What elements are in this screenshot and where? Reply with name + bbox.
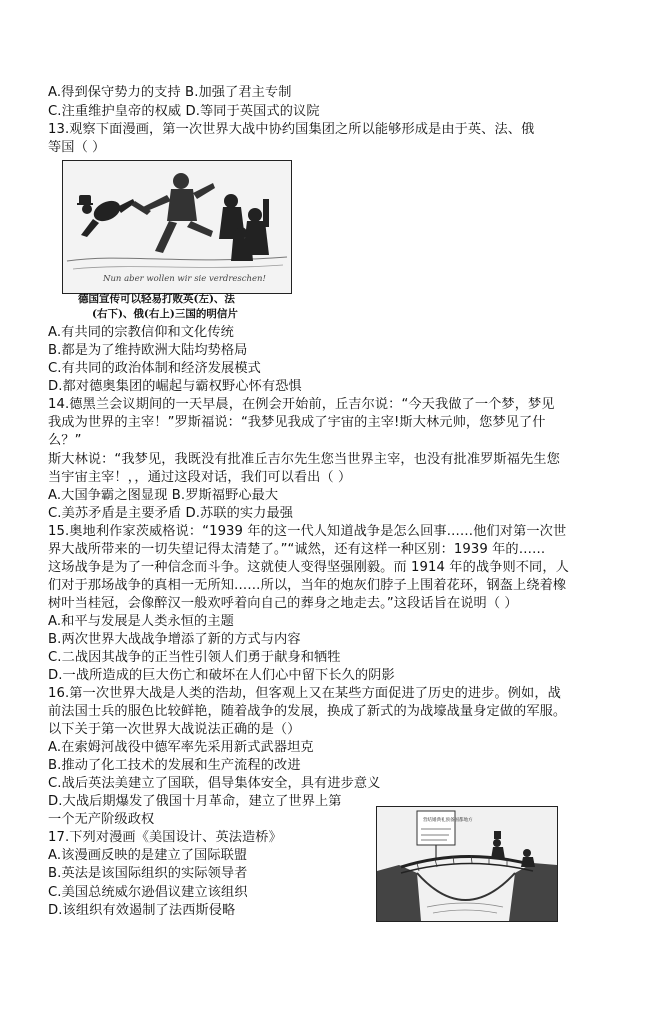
q15-option-a: A.和平与发展是人类永恒的主题 [48, 614, 234, 629]
q17-option-b: B.英法是该国际组织的实际领导者 [48, 866, 248, 881]
q13-option-d: D.都对德奥集团的崛起与霸权野心怀有恐惧 [48, 379, 302, 394]
q14-stem: 14.德黑兰会议期间的一天早晨，在例会开始前，丘吉尔说：“今天我做了一个梦，梦见 [48, 397, 555, 412]
q16-stem: 16.第一次世界大战是人类的浩劫，但客观上又在某些方面促进了历史的进步。例如，战 [48, 686, 561, 701]
q12-options-ab: A.得到保守势力的支持 B.加强了君主专制 [48, 85, 292, 100]
q13-stem: 13.观察下面漫画，第一次世界大战中协约国集团之所以能够形成是由于英、法、俄 [48, 122, 535, 137]
q14-stem-cont2: 么？” [48, 433, 82, 448]
q15-stem: 15.奥地利作家茨威格说：“1939 年的这一代人知道战争是怎么回事……他们对第一次世 [48, 524, 567, 539]
bridge-sign-text: 营结婚典礼预备国都地方 [423, 818, 473, 823]
q16-option-d-cont: 一个无产阶级政权 [48, 812, 155, 827]
postcard-handwritten-caption: Nun aber wollen wir sie verdreschen! [103, 274, 266, 284]
q13-stem-cont: 等国（ ） [48, 140, 106, 155]
postcard-cartoon-drawing [63, 161, 291, 293]
q15-stem-cont1: 界大战所带来的一切失望记得太清楚了。”“诚然，还有这样一种区别：1939 年的…… [48, 542, 546, 557]
q12-options-cd: C.注重维护皇帝的权威 D.等同于英国式的议院 [48, 104, 320, 119]
q15-option-c: C.二战因其战争的正当性引领人们勇于献身和牺牲 [48, 650, 341, 665]
postcard-caption-line1: 德国宣传可以轻易打败英(左)、法 [78, 293, 235, 305]
q14-options-ab: A.大国争霸之图显现 B.罗斯福野心最大 [48, 488, 279, 503]
bridge-cartoon-figure [376, 806, 558, 922]
q16-option-b: B.推动了化工技术的发展和生产流程的改进 [48, 758, 301, 773]
q16-stem-cont1: 前法国士兵的服色比较鲜艳，随着战争的发展，换成了新式的为战壕战量身定做的军服。 [48, 704, 567, 719]
q13-option-b: B.都是为了维持欧洲大陆均势格局 [48, 343, 248, 358]
q15-stem-cont4: 树叶当桂冠，会像醉汉一般欢呼着向自己的葬身之地走去。”这段话旨在说明（ ） [48, 596, 518, 611]
q17-option-c: C.美国总统威尔逊倡议建立该组织 [48, 885, 248, 900]
q15-option-d: D.一战所造成的巨大伤亡和破坏在人们心中留下长久的阴影 [48, 668, 395, 683]
q17-stem: 17.下列对漫画《美国设计、英法造桥》 [48, 830, 282, 845]
q17-option-a: A.该漫画反映的是建立了国际联盟 [48, 848, 248, 863]
q14-stem-cont4: 当宇宙主宰！，，通过这段对话，我们可以看出（ ） [48, 470, 352, 485]
q16-option-a: A.在索姆河战役中德军率先采用新式武器坦克 [48, 740, 314, 755]
q14-options-cd: C.美苏矛盾是主要矛盾 D.苏联的实力最强 [48, 506, 294, 521]
bridge-cartoon-drawing [377, 807, 557, 921]
q14-stem-cont1: 我成为世界的主宰！”罗斯福说：“我梦见我成了宇宙的主宰!斯大林元帅，您梦见了什 [48, 415, 546, 430]
q16-stem-cont2: 以下关于第一次世界大战说法正确的是（） [48, 722, 301, 737]
postcard-caption-line2: (右下)、俄(右上)三国的明信片 [92, 308, 238, 320]
q13-option-a: A.有共同的宗教信仰和文化传统 [48, 325, 234, 340]
q17-option-d: D.该组织有效遏制了法西斯侵略 [48, 903, 236, 918]
q15-option-b: B.两次世界大战战争增添了新的方式与内容 [48, 632, 301, 647]
q16-option-c: C.战后英法美建立了国联，倡导集体安全，具有进步意义 [48, 776, 381, 791]
q16-option-d: D.大战后期爆发了俄国十月革命，建立了世界上第 [48, 794, 342, 809]
q14-stem-cont3: 斯大林说：“我梦见，我既没有批准丘吉尔先生您当世界主宰，也没有批准罗斯福先生您 [48, 452, 560, 467]
q15-stem-cont3: 们对于那场战争的真相一无所知……所以，当年的炮灰们脖子上围着花环，钢盔上绕着橡 [48, 578, 567, 593]
q13-option-c: C.有共同的政治体制和经济发展模式 [48, 361, 261, 376]
q15-stem-cont2: 这场战争是为了一种信念而斗争。这就使人变得坚强刚毅。而 1914 年的战争则不同，人 [48, 560, 569, 575]
postcard-cartoon-figure [62, 160, 292, 294]
